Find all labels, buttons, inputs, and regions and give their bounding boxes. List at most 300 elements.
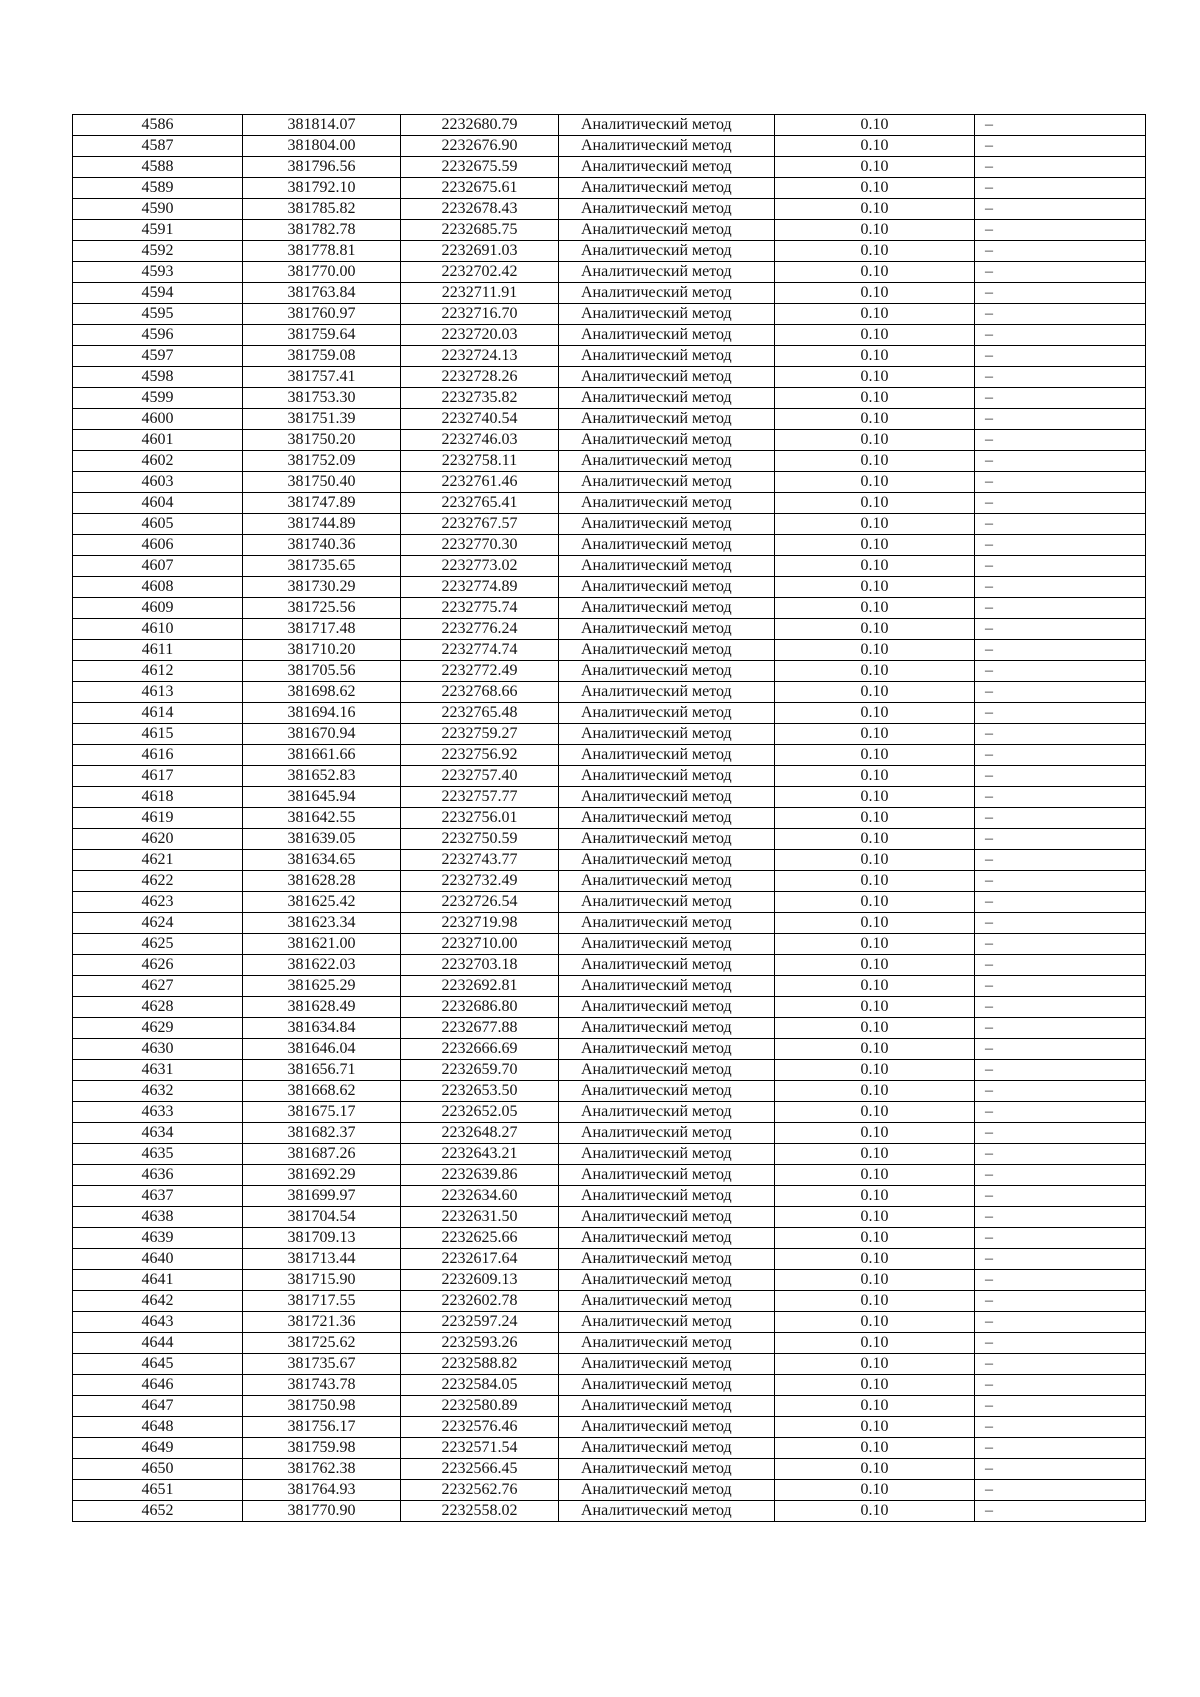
table-row bbox=[73, 388, 1146, 409]
y-coordinate-cell: 2232588.82 bbox=[401, 1354, 559, 1375]
x-coordinate-cell: 381752.09 bbox=[243, 451, 401, 472]
method-cell: Аналитический метод bbox=[559, 430, 775, 451]
method-cell: Аналитический метод bbox=[559, 1249, 775, 1270]
method-cell: Аналитический метод bbox=[559, 556, 775, 577]
point-number-cell: 4602 bbox=[73, 451, 243, 472]
table-row bbox=[73, 367, 1146, 388]
note-cell: – bbox=[975, 955, 1146, 976]
note-cell: – bbox=[975, 115, 1146, 136]
note-cell: – bbox=[975, 1438, 1146, 1459]
note-cell: – bbox=[975, 1081, 1146, 1102]
x-coordinate-cell: 381725.56 bbox=[243, 598, 401, 619]
accuracy-cell: 0.10 bbox=[775, 556, 975, 577]
table-row bbox=[73, 514, 1146, 535]
point-number-cell: 4586 bbox=[73, 115, 243, 136]
method-cell: Аналитический метод bbox=[559, 178, 775, 199]
method-cell: Аналитический метод bbox=[559, 955, 775, 976]
note-cell: – bbox=[975, 1270, 1146, 1291]
method-cell: Аналитический метод bbox=[559, 535, 775, 556]
x-coordinate-cell: 381760.97 bbox=[243, 304, 401, 325]
y-coordinate-cell: 2232680.79 bbox=[401, 115, 559, 136]
note-cell: – bbox=[975, 325, 1146, 346]
point-number-cell: 4603 bbox=[73, 472, 243, 493]
point-number-cell: 4634 bbox=[73, 1123, 243, 1144]
x-coordinate-cell: 381698.62 bbox=[243, 682, 401, 703]
x-coordinate-cell: 381756.17 bbox=[243, 1417, 401, 1438]
table-row bbox=[73, 682, 1146, 703]
table-row bbox=[73, 913, 1146, 934]
table-row bbox=[73, 745, 1146, 766]
table-row bbox=[73, 178, 1146, 199]
accuracy-cell: 0.10 bbox=[775, 430, 975, 451]
table-row bbox=[73, 1165, 1146, 1186]
accuracy-cell: 0.10 bbox=[775, 1081, 975, 1102]
x-coordinate-cell: 381778.81 bbox=[243, 241, 401, 262]
y-coordinate-cell: 2232597.24 bbox=[401, 1312, 559, 1333]
y-coordinate-cell: 2232609.13 bbox=[401, 1270, 559, 1291]
x-coordinate-cell: 381628.28 bbox=[243, 871, 401, 892]
point-number-cell: 4594 bbox=[73, 283, 243, 304]
x-coordinate-cell: 381682.37 bbox=[243, 1123, 401, 1144]
note-cell: – bbox=[975, 1480, 1146, 1501]
accuracy-cell: 0.10 bbox=[775, 346, 975, 367]
x-coordinate-cell: 381621.00 bbox=[243, 934, 401, 955]
accuracy-cell: 0.10 bbox=[775, 157, 975, 178]
note-cell: – bbox=[975, 1501, 1146, 1522]
point-number-cell: 4610 bbox=[73, 619, 243, 640]
method-cell: Аналитический метод bbox=[559, 304, 775, 325]
accuracy-cell: 0.10 bbox=[775, 388, 975, 409]
point-number-cell: 4650 bbox=[73, 1459, 243, 1480]
x-coordinate-cell: 381750.40 bbox=[243, 472, 401, 493]
y-coordinate-cell: 2232580.89 bbox=[401, 1396, 559, 1417]
y-coordinate-cell: 2232678.43 bbox=[401, 199, 559, 220]
table-row bbox=[73, 1480, 1146, 1501]
x-coordinate-cell: 381692.29 bbox=[243, 1165, 401, 1186]
x-coordinate-cell: 381770.00 bbox=[243, 262, 401, 283]
table-row bbox=[73, 829, 1146, 850]
accuracy-cell: 0.10 bbox=[775, 934, 975, 955]
method-cell: Аналитический метод bbox=[559, 745, 775, 766]
note-cell: – bbox=[975, 535, 1146, 556]
y-coordinate-cell: 2232720.03 bbox=[401, 325, 559, 346]
note-cell: – bbox=[975, 241, 1146, 262]
method-cell: Аналитический метод bbox=[559, 1186, 775, 1207]
point-number-cell: 4620 bbox=[73, 829, 243, 850]
table-row bbox=[73, 1459, 1146, 1480]
accuracy-cell: 0.10 bbox=[775, 535, 975, 556]
accuracy-cell: 0.10 bbox=[775, 514, 975, 535]
method-cell: Аналитический метод bbox=[559, 1312, 775, 1333]
note-cell: – bbox=[975, 640, 1146, 661]
note-cell: – bbox=[975, 1333, 1146, 1354]
point-number-cell: 4628 bbox=[73, 997, 243, 1018]
note-cell: – bbox=[975, 1459, 1146, 1480]
y-coordinate-cell: 2232726.54 bbox=[401, 892, 559, 913]
accuracy-cell: 0.10 bbox=[775, 1480, 975, 1501]
note-cell: – bbox=[975, 367, 1146, 388]
y-coordinate-cell: 2232743.77 bbox=[401, 850, 559, 871]
x-coordinate-cell: 381753.30 bbox=[243, 388, 401, 409]
note-cell: – bbox=[975, 220, 1146, 241]
table-row bbox=[73, 1102, 1146, 1123]
x-coordinate-cell: 381713.44 bbox=[243, 1249, 401, 1270]
note-cell: – bbox=[975, 871, 1146, 892]
x-coordinate-cell: 381709.13 bbox=[243, 1228, 401, 1249]
y-coordinate-cell: 2232735.82 bbox=[401, 388, 559, 409]
method-cell: Аналитический метод bbox=[559, 850, 775, 871]
method-cell: Аналитический метод bbox=[559, 346, 775, 367]
point-number-cell: 4612 bbox=[73, 661, 243, 682]
table-row bbox=[73, 703, 1146, 724]
table-row bbox=[73, 493, 1146, 514]
table-row bbox=[73, 409, 1146, 430]
y-coordinate-cell: 2232593.26 bbox=[401, 1333, 559, 1354]
method-cell: Аналитический метод bbox=[559, 493, 775, 514]
note-cell: – bbox=[975, 577, 1146, 598]
table-row bbox=[73, 1354, 1146, 1375]
point-number-cell: 4626 bbox=[73, 955, 243, 976]
y-coordinate-cell: 2232639.86 bbox=[401, 1165, 559, 1186]
note-cell: – bbox=[975, 1207, 1146, 1228]
x-coordinate-cell: 381785.82 bbox=[243, 199, 401, 220]
note-cell: – bbox=[975, 451, 1146, 472]
accuracy-cell: 0.10 bbox=[775, 241, 975, 262]
method-cell: Аналитический метод bbox=[559, 997, 775, 1018]
x-coordinate-cell: 381634.65 bbox=[243, 850, 401, 871]
accuracy-cell: 0.10 bbox=[775, 808, 975, 829]
x-coordinate-cell: 381668.62 bbox=[243, 1081, 401, 1102]
accuracy-cell: 0.10 bbox=[775, 1333, 975, 1354]
point-number-cell: 4605 bbox=[73, 514, 243, 535]
table-row bbox=[73, 1501, 1146, 1522]
table-row bbox=[73, 535, 1146, 556]
table-row bbox=[73, 1417, 1146, 1438]
x-coordinate-cell: 381652.83 bbox=[243, 766, 401, 787]
accuracy-cell: 0.10 bbox=[775, 1228, 975, 1249]
method-cell: Аналитический метод bbox=[559, 913, 775, 934]
point-number-cell: 4642 bbox=[73, 1291, 243, 1312]
x-coordinate-cell: 381710.20 bbox=[243, 640, 401, 661]
y-coordinate-cell: 2232774.89 bbox=[401, 577, 559, 598]
y-coordinate-cell: 2232675.59 bbox=[401, 157, 559, 178]
x-coordinate-cell: 381645.94 bbox=[243, 787, 401, 808]
x-coordinate-cell: 381744.89 bbox=[243, 514, 401, 535]
note-cell: – bbox=[975, 892, 1146, 913]
y-coordinate-cell: 2232770.30 bbox=[401, 535, 559, 556]
y-coordinate-cell: 2232746.03 bbox=[401, 430, 559, 451]
point-number-cell: 4622 bbox=[73, 871, 243, 892]
x-coordinate-cell: 381717.55 bbox=[243, 1291, 401, 1312]
y-coordinate-cell: 2232566.45 bbox=[401, 1459, 559, 1480]
x-coordinate-cell: 381762.38 bbox=[243, 1459, 401, 1480]
point-number-cell: 4601 bbox=[73, 430, 243, 451]
y-coordinate-cell: 2232765.48 bbox=[401, 703, 559, 724]
note-cell: – bbox=[975, 157, 1146, 178]
method-cell: Аналитический метод bbox=[559, 577, 775, 598]
accuracy-cell: 0.10 bbox=[775, 136, 975, 157]
point-number-cell: 4587 bbox=[73, 136, 243, 157]
accuracy-cell: 0.10 bbox=[775, 1249, 975, 1270]
note-cell: – bbox=[975, 178, 1146, 199]
note-cell: – bbox=[975, 1039, 1146, 1060]
point-number-cell: 4619 bbox=[73, 808, 243, 829]
accuracy-cell: 0.10 bbox=[775, 871, 975, 892]
method-cell: Аналитический метод bbox=[559, 199, 775, 220]
accuracy-cell: 0.10 bbox=[775, 1501, 975, 1522]
point-number-cell: 4640 bbox=[73, 1249, 243, 1270]
point-number-cell: 4630 bbox=[73, 1039, 243, 1060]
y-coordinate-cell: 2232768.66 bbox=[401, 682, 559, 703]
point-number-cell: 4591 bbox=[73, 220, 243, 241]
note-cell: – bbox=[975, 1144, 1146, 1165]
method-cell: Аналитический метод bbox=[559, 787, 775, 808]
y-coordinate-cell: 2232716.70 bbox=[401, 304, 559, 325]
accuracy-cell: 0.10 bbox=[775, 262, 975, 283]
method-cell: Аналитический метод bbox=[559, 808, 775, 829]
method-cell: Аналитический метод bbox=[559, 1144, 775, 1165]
y-coordinate-cell: 2232728.26 bbox=[401, 367, 559, 388]
y-coordinate-cell: 2232686.80 bbox=[401, 997, 559, 1018]
point-number-cell: 4614 bbox=[73, 703, 243, 724]
accuracy-cell: 0.10 bbox=[775, 367, 975, 388]
method-cell: Аналитический метод bbox=[559, 640, 775, 661]
y-coordinate-cell: 2232765.41 bbox=[401, 493, 559, 514]
method-cell: Аналитический метод bbox=[559, 1018, 775, 1039]
note-cell: – bbox=[975, 703, 1146, 724]
point-number-cell: 4631 bbox=[73, 1060, 243, 1081]
note-cell: – bbox=[975, 388, 1146, 409]
method-cell: Аналитический метод bbox=[559, 934, 775, 955]
table-row bbox=[73, 808, 1146, 829]
accuracy-cell: 0.10 bbox=[775, 598, 975, 619]
point-number-cell: 4592 bbox=[73, 241, 243, 262]
accuracy-cell: 0.10 bbox=[775, 1438, 975, 1459]
table-row bbox=[73, 598, 1146, 619]
table-row bbox=[73, 262, 1146, 283]
x-coordinate-cell: 381759.08 bbox=[243, 346, 401, 367]
table-row bbox=[73, 283, 1146, 304]
table-row bbox=[73, 787, 1146, 808]
note-cell: – bbox=[975, 808, 1146, 829]
x-coordinate-cell: 381759.64 bbox=[243, 325, 401, 346]
x-coordinate-cell: 381763.84 bbox=[243, 283, 401, 304]
x-coordinate-cell: 381639.05 bbox=[243, 829, 401, 850]
accuracy-cell: 0.10 bbox=[775, 1018, 975, 1039]
note-cell: – bbox=[975, 556, 1146, 577]
table-row bbox=[73, 1312, 1146, 1333]
x-coordinate-cell: 381796.56 bbox=[243, 157, 401, 178]
method-cell: Аналитический метод bbox=[559, 451, 775, 472]
note-cell: – bbox=[975, 745, 1146, 766]
y-coordinate-cell: 2232759.27 bbox=[401, 724, 559, 745]
table-row bbox=[73, 724, 1146, 745]
method-cell: Аналитический метод bbox=[559, 220, 775, 241]
accuracy-cell: 0.10 bbox=[775, 199, 975, 220]
note-cell: – bbox=[975, 1018, 1146, 1039]
table-row bbox=[73, 955, 1146, 976]
method-cell: Аналитический метод bbox=[559, 976, 775, 997]
y-coordinate-cell: 2232767.57 bbox=[401, 514, 559, 535]
x-coordinate-cell: 381661.66 bbox=[243, 745, 401, 766]
accuracy-cell: 0.10 bbox=[775, 325, 975, 346]
method-cell: Аналитический метод bbox=[559, 1207, 775, 1228]
point-number-cell: 4590 bbox=[73, 199, 243, 220]
point-number-cell: 4649 bbox=[73, 1438, 243, 1459]
note-cell: – bbox=[975, 1249, 1146, 1270]
x-coordinate-cell: 381804.00 bbox=[243, 136, 401, 157]
point-number-cell: 4641 bbox=[73, 1270, 243, 1291]
y-coordinate-cell: 2232757.40 bbox=[401, 766, 559, 787]
note-cell: – bbox=[975, 1102, 1146, 1123]
note-cell: – bbox=[975, 661, 1146, 682]
method-cell: Аналитический метод bbox=[559, 388, 775, 409]
y-coordinate-cell: 2232558.02 bbox=[401, 1501, 559, 1522]
accuracy-cell: 0.10 bbox=[775, 1459, 975, 1480]
point-number-cell: 4595 bbox=[73, 304, 243, 325]
note-cell: – bbox=[975, 1396, 1146, 1417]
point-number-cell: 4648 bbox=[73, 1417, 243, 1438]
accuracy-cell: 0.10 bbox=[775, 892, 975, 913]
accuracy-cell: 0.10 bbox=[775, 1060, 975, 1081]
table-row bbox=[73, 304, 1146, 325]
note-cell: – bbox=[975, 430, 1146, 451]
method-cell: Аналитический метод bbox=[559, 1165, 775, 1186]
accuracy-cell: 0.10 bbox=[775, 787, 975, 808]
point-number-cell: 4625 bbox=[73, 934, 243, 955]
table-row bbox=[73, 1060, 1146, 1081]
y-coordinate-cell: 2232732.49 bbox=[401, 871, 559, 892]
y-coordinate-cell: 2232685.75 bbox=[401, 220, 559, 241]
accuracy-cell: 0.10 bbox=[775, 577, 975, 598]
y-coordinate-cell: 2232659.70 bbox=[401, 1060, 559, 1081]
note-cell: – bbox=[975, 934, 1146, 955]
table-row bbox=[73, 766, 1146, 787]
y-coordinate-cell: 2232666.69 bbox=[401, 1039, 559, 1060]
table-body bbox=[73, 115, 1146, 1522]
point-number-cell: 4597 bbox=[73, 346, 243, 367]
x-coordinate-cell: 381705.56 bbox=[243, 661, 401, 682]
method-cell: Аналитический метод bbox=[559, 115, 775, 136]
point-number-cell: 4646 bbox=[73, 1375, 243, 1396]
point-number-cell: 4639 bbox=[73, 1228, 243, 1249]
table-row bbox=[73, 220, 1146, 241]
point-number-cell: 4627 bbox=[73, 976, 243, 997]
x-coordinate-cell: 381717.48 bbox=[243, 619, 401, 640]
method-cell: Аналитический метод bbox=[559, 1291, 775, 1312]
note-cell: – bbox=[975, 766, 1146, 787]
x-coordinate-cell: 381730.29 bbox=[243, 577, 401, 598]
table-row bbox=[73, 199, 1146, 220]
note-cell: – bbox=[975, 1186, 1146, 1207]
table-row bbox=[73, 1207, 1146, 1228]
method-cell: Аналитический метод bbox=[559, 136, 775, 157]
y-coordinate-cell: 2232676.90 bbox=[401, 136, 559, 157]
method-cell: Аналитический метод bbox=[559, 157, 775, 178]
method-cell: Аналитический метод bbox=[559, 1417, 775, 1438]
note-cell: – bbox=[975, 1228, 1146, 1249]
y-coordinate-cell: 2232756.92 bbox=[401, 745, 559, 766]
coordinates-table bbox=[72, 114, 1146, 1522]
accuracy-cell: 0.10 bbox=[775, 1396, 975, 1417]
point-number-cell: 4618 bbox=[73, 787, 243, 808]
point-number-cell: 4611 bbox=[73, 640, 243, 661]
point-number-cell: 4604 bbox=[73, 493, 243, 514]
accuracy-cell: 0.10 bbox=[775, 955, 975, 976]
method-cell: Аналитический метод bbox=[559, 1060, 775, 1081]
accuracy-cell: 0.10 bbox=[775, 661, 975, 682]
method-cell: Аналитический метод bbox=[559, 703, 775, 724]
point-number-cell: 4629 bbox=[73, 1018, 243, 1039]
point-number-cell: 4588 bbox=[73, 157, 243, 178]
x-coordinate-cell: 381625.29 bbox=[243, 976, 401, 997]
accuracy-cell: 0.10 bbox=[775, 619, 975, 640]
note-cell: – bbox=[975, 136, 1146, 157]
point-number-cell: 4608 bbox=[73, 577, 243, 598]
table-row bbox=[73, 1018, 1146, 1039]
x-coordinate-cell: 381699.97 bbox=[243, 1186, 401, 1207]
note-cell: – bbox=[975, 997, 1146, 1018]
note-cell: – bbox=[975, 493, 1146, 514]
accuracy-cell: 0.10 bbox=[775, 1207, 975, 1228]
table-row bbox=[73, 1186, 1146, 1207]
table-row bbox=[73, 1144, 1146, 1165]
x-coordinate-cell: 381747.89 bbox=[243, 493, 401, 514]
note-cell: – bbox=[975, 619, 1146, 640]
note-cell: – bbox=[975, 1312, 1146, 1333]
table-row bbox=[73, 1270, 1146, 1291]
x-coordinate-cell: 381628.49 bbox=[243, 997, 401, 1018]
note-cell: – bbox=[975, 262, 1146, 283]
y-coordinate-cell: 2232692.81 bbox=[401, 976, 559, 997]
accuracy-cell: 0.10 bbox=[775, 1039, 975, 1060]
y-coordinate-cell: 2232758.11 bbox=[401, 451, 559, 472]
point-number-cell: 4632 bbox=[73, 1081, 243, 1102]
accuracy-cell: 0.10 bbox=[775, 178, 975, 199]
table-row bbox=[73, 1228, 1146, 1249]
x-coordinate-cell: 381687.26 bbox=[243, 1144, 401, 1165]
point-number-cell: 4593 bbox=[73, 262, 243, 283]
y-coordinate-cell: 2232584.05 bbox=[401, 1375, 559, 1396]
accuracy-cell: 0.10 bbox=[775, 682, 975, 703]
y-coordinate-cell: 2232702.42 bbox=[401, 262, 559, 283]
x-coordinate-cell: 381694.16 bbox=[243, 703, 401, 724]
y-coordinate-cell: 2232691.03 bbox=[401, 241, 559, 262]
y-coordinate-cell: 2232625.66 bbox=[401, 1228, 559, 1249]
point-number-cell: 4596 bbox=[73, 325, 243, 346]
table-row bbox=[73, 157, 1146, 178]
point-number-cell: 4616 bbox=[73, 745, 243, 766]
point-number-cell: 4651 bbox=[73, 1480, 243, 1501]
table-row bbox=[73, 1438, 1146, 1459]
point-number-cell: 4621 bbox=[73, 850, 243, 871]
y-coordinate-cell: 2232724.13 bbox=[401, 346, 559, 367]
point-number-cell: 4638 bbox=[73, 1207, 243, 1228]
method-cell: Аналитический метод bbox=[559, 682, 775, 703]
accuracy-cell: 0.10 bbox=[775, 472, 975, 493]
table-row bbox=[73, 430, 1146, 451]
note-cell: – bbox=[975, 598, 1146, 619]
accuracy-cell: 0.10 bbox=[775, 1312, 975, 1333]
table-row bbox=[73, 451, 1146, 472]
method-cell: Аналитический метод bbox=[559, 766, 775, 787]
method-cell: Аналитический метод bbox=[559, 1081, 775, 1102]
accuracy-cell: 0.10 bbox=[775, 1354, 975, 1375]
accuracy-cell: 0.10 bbox=[775, 283, 975, 304]
y-coordinate-cell: 2232750.59 bbox=[401, 829, 559, 850]
note-cell: – bbox=[975, 514, 1146, 535]
note-cell: – bbox=[975, 472, 1146, 493]
